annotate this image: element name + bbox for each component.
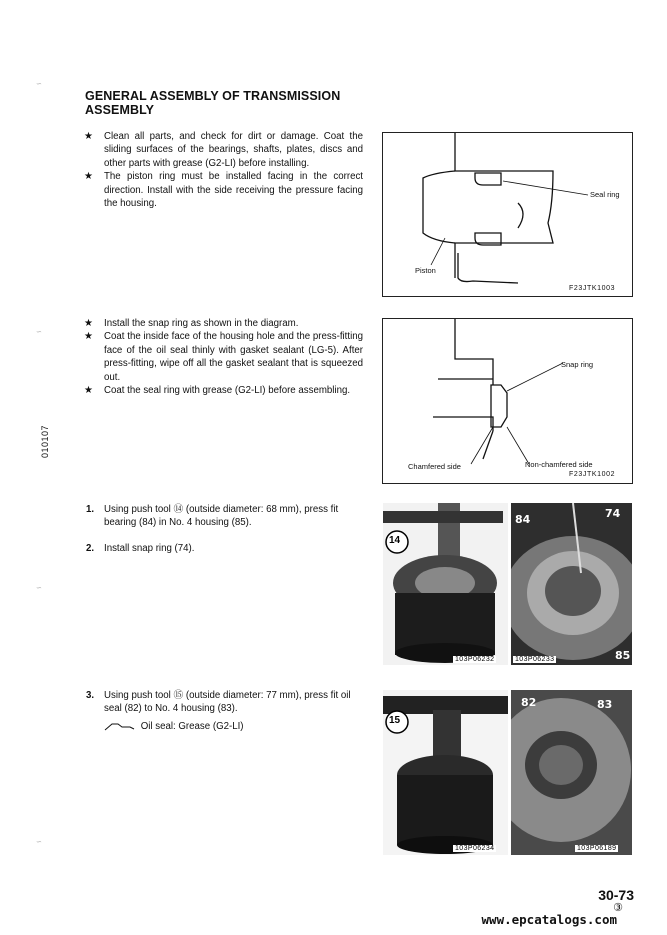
note-item: ★ Coat the inside face of the housing hole and the press-fitting face of the oil seal thinly with gasket sealant (LG-5). After press-fitting, wipe off all the gasket sealant that is squeezed out. [84, 331, 363, 383]
margin-mark: ∽ [36, 585, 42, 592]
callout-83: 83 [597, 698, 613, 711]
callout-74: 74 [605, 507, 621, 520]
margin-code: 010107 [40, 424, 50, 458]
grease-gun-icon [104, 721, 138, 731]
note-item: ★ Coat the seal ring with grease (G2-LI) before assembling. [84, 385, 351, 397]
figure-code: F23JTK1003 [569, 285, 616, 292]
label-non-chamfered-side: Non-chamfered side [525, 460, 593, 469]
photo-push-tool-14 [383, 503, 508, 665]
callout-84: 84 [515, 513, 531, 526]
photo-illustration [511, 503, 632, 665]
step-text: Install snap ring (74). [104, 542, 195, 554]
note-item: ★ The piston ring must be installed facing in the correct direction. Install with the side receiving the pressure facing the housing. [84, 171, 363, 210]
label-seal-ring: Seal ring [590, 190, 620, 199]
photo-illustration [383, 503, 508, 665]
grease-note [104, 720, 364, 733]
photo-illustration [383, 690, 508, 855]
steps-block-1 [86, 503, 364, 555]
figure-snap-ring [382, 318, 633, 484]
notes-block-2 [84, 317, 363, 397]
step-number: 1. [86, 504, 95, 515]
step-text: Using push tool ⑮ (outside diameter: 77 mm), press fit oil seal (82) to No. 4 housing (83). [104, 690, 351, 715]
steps-block-2 [86, 689, 364, 733]
step-number: 2. [86, 542, 95, 554]
callout-85: 85 [615, 649, 631, 662]
step-number: 3. [86, 690, 95, 701]
note-item: ★ Clean all parts, and check for dirt or damage. Coat the sliding surfaces of the bearings, shafts, plates, discs and other parts with grease (G2-LI) before installing. [84, 131, 363, 169]
note-item: ★ Install the snap ring as shown in the diagram. [84, 318, 299, 329]
step-item [86, 689, 364, 716]
step-item [86, 542, 364, 555]
star-bullet-icon: ★ [84, 131, 93, 142]
snap-ring-diagram [383, 319, 632, 483]
star-bullet-icon: ★ [84, 171, 93, 183]
photo-code: 103P06232 [455, 656, 495, 663]
photo-code: 103P06233 [515, 656, 555, 663]
title-line-2: ASSEMBLY [85, 103, 155, 117]
margin-mark: ∽ [36, 329, 42, 336]
photo-illustration [511, 690, 632, 855]
figure-seal-ring [382, 132, 633, 297]
label-chamfered-side: Chamfered side [408, 462, 461, 471]
label-snap-ring: Snap ring [561, 360, 594, 369]
star-bullet-icon: ★ [84, 385, 93, 397]
figure-code: F23JTK1002 [569, 471, 616, 478]
photo-code: 103P06189 [577, 845, 617, 852]
page-title [85, 89, 355, 117]
star-bullet-icon: ★ [84, 318, 93, 329]
step-text: Using push tool ⑭ (outside diameter: 68 mm), press fit bearing (84) in No. 4 housing (85). [104, 504, 339, 529]
footer-url: www.epcatalogs.com [481, 912, 617, 927]
step-item [86, 503, 364, 530]
margin-mark: ∽ [36, 839, 42, 846]
photo-oil-seal [511, 690, 632, 855]
tool-number-callout: 14 [389, 535, 401, 546]
tool-number-callout: 15 [389, 715, 401, 726]
photo-code: 103P06234 [455, 845, 495, 852]
callout-82: 82 [521, 696, 537, 709]
grease-note-text: Oil seal: Grease (G2-LI) [140, 720, 244, 732]
page-number: 30-73 [598, 887, 634, 903]
page-revision: ③ [613, 902, 623, 914]
notes-block-1 [84, 130, 363, 210]
title-line-1: GENERAL ASSEMBLY OF TRANSMISSION [85, 89, 341, 103]
photo-push-tool-15 [383, 690, 508, 855]
label-piston: Piston [415, 266, 436, 275]
photo-bearing-snap-ring [511, 503, 632, 665]
star-bullet-icon: ★ [84, 331, 93, 343]
margin-mark: ∽ [36, 81, 42, 88]
